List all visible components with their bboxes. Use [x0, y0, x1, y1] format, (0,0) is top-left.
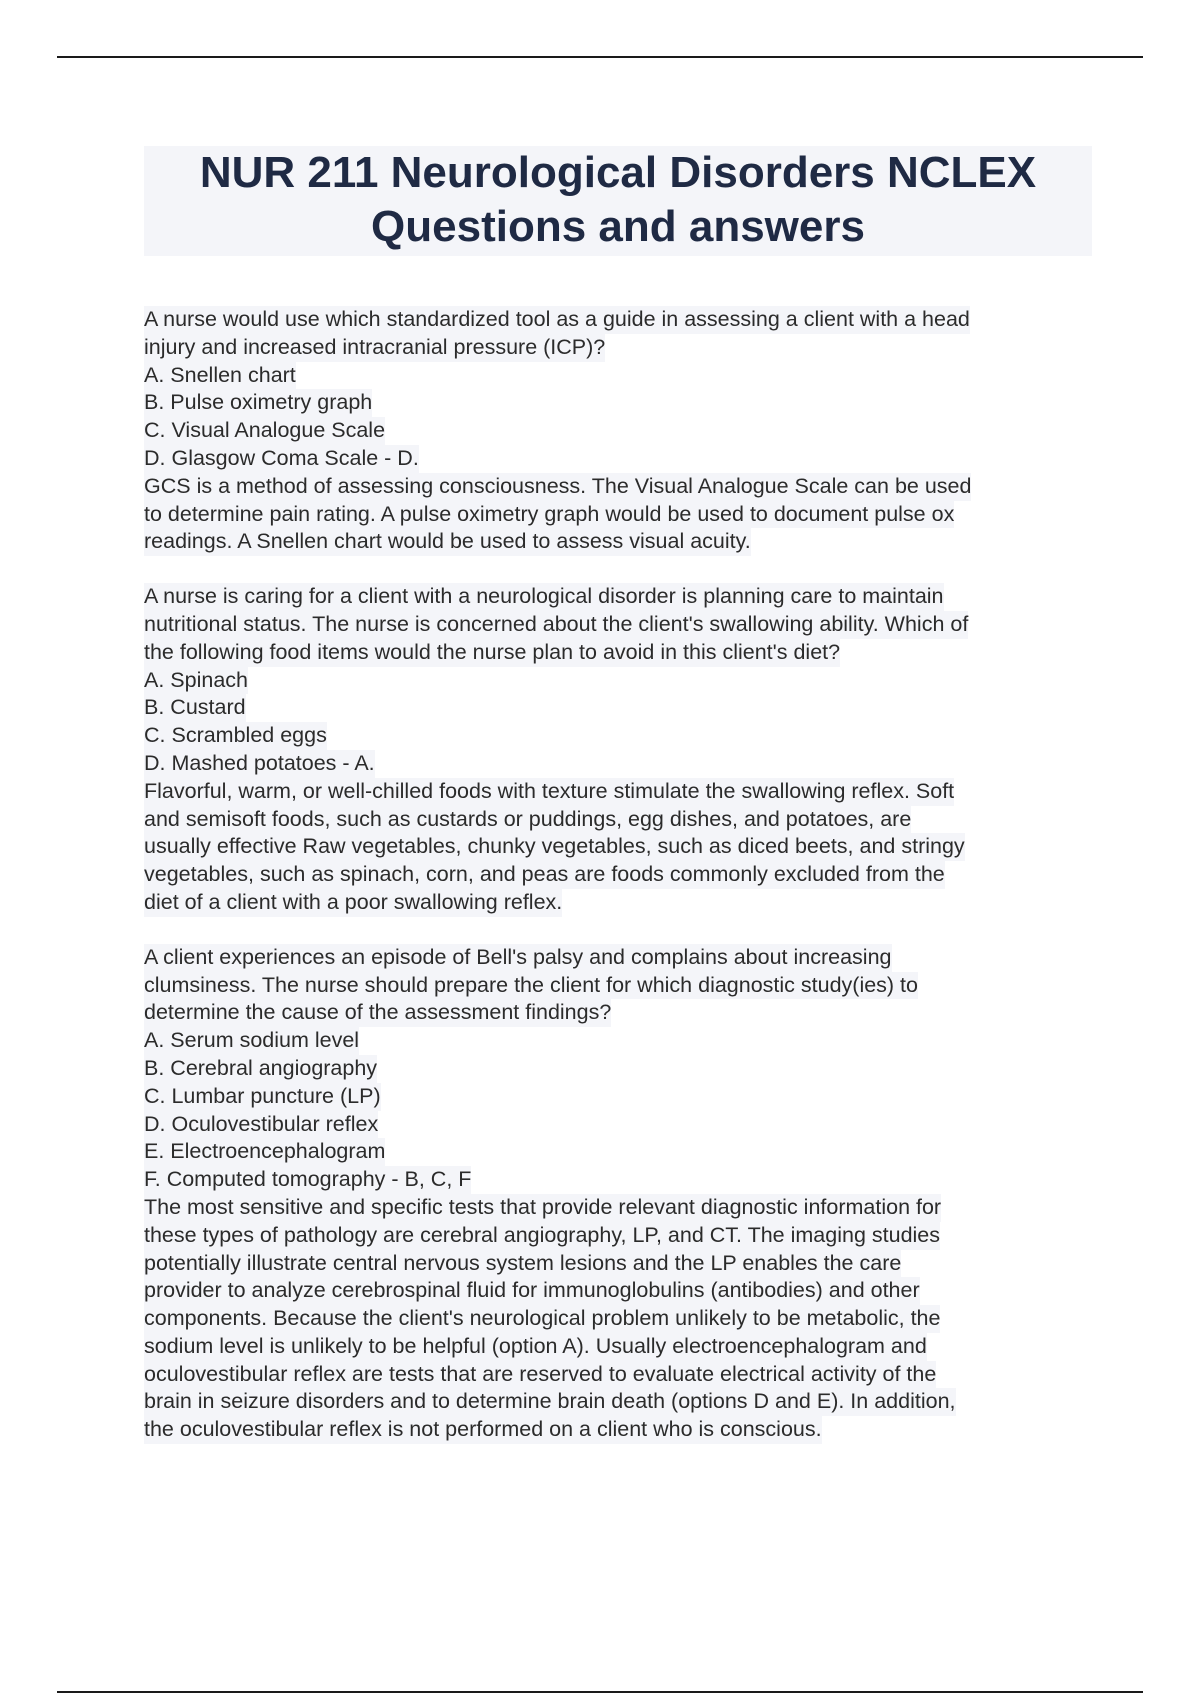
question-1-rationale-line: to determine pain rating. A pulse oximetry graph would be used to document pulse ox [144, 501, 954, 529]
question-3-rationale-line: provider to analyze cerebrospinal fluid for immunoglobulins (antibodies) and other [144, 1277, 920, 1305]
question-1-option-d-answer: D. Glasgow Coma Scale - D. [144, 445, 419, 473]
question-2-stem-line: A nurse is caring for a client with a neurological disorder is planning care to maintain [144, 583, 944, 611]
question-1-rationale-line: GCS is a method of assessing consciousness. The Visual Analogue Scale can be used [144, 473, 971, 501]
question-2-rationale-line: Flavorful, warm, or well-chilled foods with texture stimulate the swallowing reflex. Soft [144, 778, 954, 806]
question-2-rationale-line: vegetables, such as spinach, corn, and peas are foods commonly excluded from the [144, 861, 945, 889]
question-3-stem-line: determine the cause of the assessment findings? [144, 999, 611, 1027]
question-3-option-b: B. Cerebral angiography [144, 1055, 377, 1083]
question-3-option-c: C. Lumbar puncture (LP) [144, 1083, 381, 1111]
question-block-3 [144, 944, 1104, 1444]
question-3-option-d: D. Oculovestibular reflex [144, 1111, 378, 1139]
question-3-rationale-line: potentially illustrate central nervous system lesions and the LP enables the care [144, 1250, 901, 1278]
question-2-option-d-answer: D. Mashed potatoes - A. [144, 750, 375, 778]
question-1-stem-line: injury and increased intracranial pressure (ICP)? [144, 334, 605, 362]
question-2-rationale-line: usually effective Raw vegetables, chunky vegetables, such as diced beets, and stringy [144, 833, 965, 861]
question-1-option-a: A. Snellen chart [144, 362, 296, 390]
question-3-rationale-line: The most sensitive and specific tests that provide relevant diagnostic information for [144, 1194, 941, 1222]
question-1-option-c: C. Visual Analogue Scale [144, 417, 385, 445]
question-1-option-b: B. Pulse oximetry graph [144, 389, 372, 417]
question-3-stem-line: A client experiences an episode of Bell's palsy and complains about increasing [144, 944, 892, 972]
question-2-option-b: B. Custard [144, 694, 246, 722]
question-3-rationale-line: components. Because the client's neurological problem unlikely to be metabolic, the [144, 1305, 940, 1333]
question-1-rationale-line: readings. A Snellen chart would be used to assess visual acuity. [144, 528, 751, 556]
question-2-option-c: C. Scrambled eggs [144, 722, 327, 750]
question-2-rationale-line: diet of a client with a poor swallowing reflex. [144, 889, 562, 917]
question-3-rationale-line: these types of pathology are cerebral angiography, LP, and CT. The imaging studies [144, 1222, 940, 1250]
title-line-1: NUR 211 Neurological Disorders NCLEX [199, 148, 1037, 197]
question-2-stem-line: the following food items would the nurse plan to avoid in this client's diet? [144, 639, 840, 667]
question-block-2 [144, 583, 1104, 917]
document-title [144, 146, 1092, 256]
question-1-stem-line: A nurse would use which standardized tool as a guide in assessing a client with a head [144, 306, 970, 334]
question-3-rationale-line: sodium level is unlikely to be helpful (option A). Usually electroencephalogram and [144, 1333, 927, 1361]
question-2-option-a: A. Spinach [144, 667, 248, 695]
bottom-divider [57, 1691, 1143, 1693]
document-body [144, 306, 1104, 1471]
question-3-rationale-line: brain in seizure disorders and to determine brain death (options D and E). In addition, [144, 1388, 956, 1416]
question-3-option-a: A. Serum sodium level [144, 1027, 359, 1055]
question-3-option-f-answer: F. Computed tomography - B, C, F [144, 1166, 471, 1194]
question-block-1 [144, 306, 1104, 556]
question-2-rationale-line: and semisoft foods, such as custards or puddings, egg dishes, and potatoes, are [144, 806, 911, 834]
question-3-rationale-line: the oculovestibular reflex is not performed on a client who is conscious. [144, 1416, 822, 1444]
question-3-rationale-line: oculovestibular reflex are tests that are reserved to evaluate electrical activity of the [144, 1361, 936, 1389]
top-divider [57, 56, 1143, 58]
question-3-option-e: E. Electroencephalogram [144, 1138, 385, 1166]
question-3-stem-line: clumsiness. The nurse should prepare the client for which diagnostic study(ies) to [144, 972, 918, 1000]
question-2-stem-line: nutritional status. The nurse is concerned about the client's swallowing ability. Which of [144, 611, 968, 639]
title-line-2: Questions and answers [371, 202, 865, 251]
